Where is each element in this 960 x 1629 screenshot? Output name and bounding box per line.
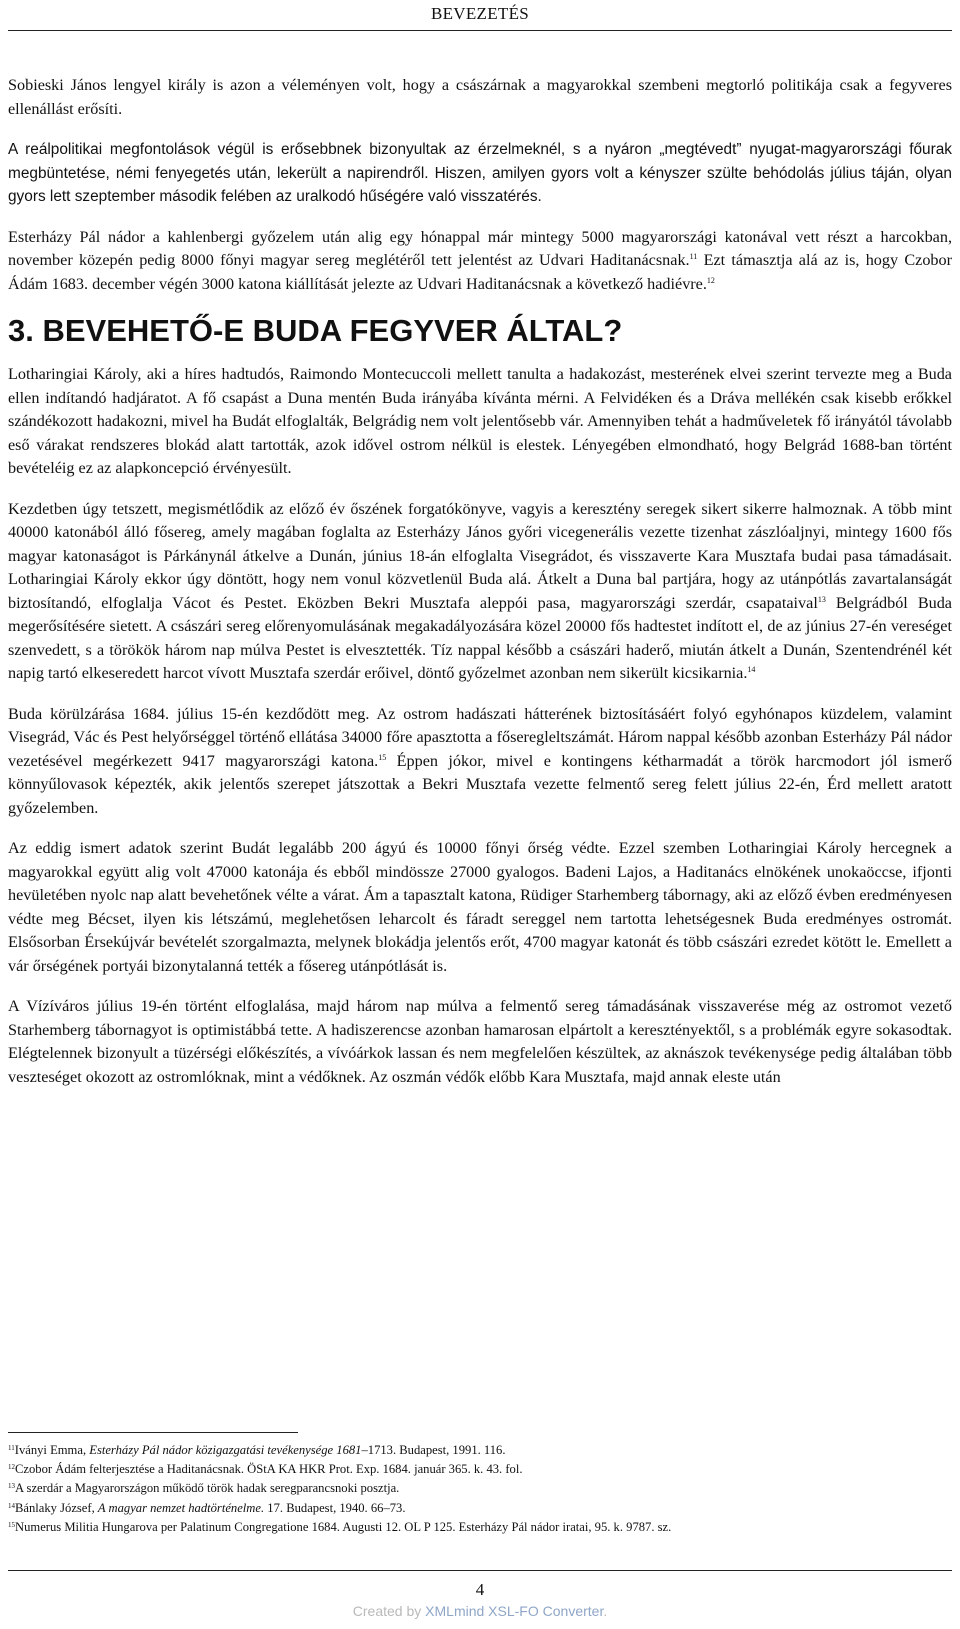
footer-separator	[8, 1570, 952, 1571]
paragraph-3	[8, 226, 952, 297]
section-heading: 3. BEVEHETŐ-E BUDA FEGYVER ÁLTAL?	[8, 313, 623, 348]
footnote-text: 17. Budapest, 1940. 66–73.	[264, 1500, 406, 1515]
footnote-ref-15[interactable]: 15	[378, 752, 387, 762]
generator-prefix: Created by	[352, 1603, 426, 1619]
footnote-number: 13	[8, 1482, 15, 1491]
paragraph-5	[8, 498, 952, 686]
footnote-number: 15	[8, 1520, 15, 1529]
paragraph-4: Lotharingiai Károly, aki a híres hadtudós, Raimondo Montecuccoli mellett tanulta a hadakozást, mesterének elvei szerint tervezte meg a Buda ellen indítandó hadjáratot. A fő csapást a Duna mentén Buda irányába kívánta mérni. A Felvidéken és a Dráva mellékén csak kisebb erőkkel szándékozott hadakozni, mivel ha Budát elfoglalták, Belgrádig nem volt jelentősebb vár. Amennyiben tehát a hadműveletek fő irányától távolabb eső várakat rendszeres blokád alatt tartották, azok idővel ostrom nélkül is elestek. Lényegében elmondható, hogy Belgrád 1688-ban történt bevételéig ez az alapkoncepció érvényesült.	[8, 365, 952, 477]
footnote-13	[8, 1479, 952, 1498]
paragraph-3-text-a: Esterházy Pál nádor a kahlenbergi győzelem után alig egy hónappal már mintegy 5000 magyarországi katonával vett részt a harcokban, november közepén pedig 8000 főnyi magyar sereg meglétéről tett jelentést az Udvari Haditanácsnak.	[8, 227, 952, 269]
footnote-12	[8, 1460, 952, 1479]
footnote-number: 11	[8, 1444, 15, 1452]
footnote-ref-12[interactable]: 12	[706, 275, 715, 285]
footnote-14	[8, 1499, 952, 1518]
paragraph-3-text-b: Ezt támasztja alá az is, hogy Czobor Ádám 1683. december végén 3000 katona kiállítását jelezte az Udvari Haditanácsnak a következő hadiévre.	[8, 251, 952, 293]
footnote-text: A szerdár a Magyarországon működő török hadak seregparancsnoki posztja.	[15, 1481, 400, 1496]
footnote-text: Numerus Militia Hungarova per Palatinum Congregatione 1684. Augusti 12. OL P 125. Esterházy Pál nádor iratai, 95. k. 9787. sz.	[15, 1519, 672, 1534]
generator-suffix: .	[603, 1603, 608, 1619]
footnote-number: 14	[8, 1501, 15, 1510]
footnote-text: Iványi Emma,	[14, 1443, 90, 1457]
paragraph-6	[8, 703, 952, 821]
footnote-separator	[8, 1432, 298, 1433]
footnote-text: Bánlaky József,	[15, 1500, 98, 1515]
page-number: 4	[475, 1580, 485, 1599]
footnote-ref-13[interactable]: 13	[817, 594, 826, 604]
paragraph-6-text-c: Éppen jókor, mivel e kontingens kétharmadát a török harcmodort jól ismerő könnyűlovasok képezték, akik jelentős szerepet játszottak a Bekri Musztafa vezette felmentő sereg felett július 22-én, Érd mellett aratott győzelemben.	[8, 751, 952, 817]
paragraph-1: Sobieski János lengyel király is azon a véleményen volt, hogy a császárnak a magyarokkal szembeni megtorló politikája csak a fegyveres ellenállást erősíti.	[8, 76, 952, 118]
footnote-text: 1713. Budapest, 1991. 116.	[367, 1443, 506, 1457]
footnote-ref-11[interactable]: 11	[689, 252, 698, 261]
footnote-15	[8, 1518, 952, 1537]
footnote-title: A magyar nemzet hadtörténelme.	[97, 1500, 265, 1515]
paragraph-7: Az eddig ismert adatok szerint Budát legalább 200 ágyú és 10000 főnyi őrség védte. Ezzel szemben Lotharingiai Károly hercegnek a magyarokkal együtt alig volt 47000 katonája és ebből mindössze 27000 gyalogos. Badeni Lajos, a Haditanács elnökének unokaöccse, ifjonti hevületében nyolc nap alatt bevehetőnek vélte a várat. Ám a tapasztalt katona, Rüdiger Starhemberg tábornagy, aki az előző évben eredményesen védte meg Bécset, ilyen kis létszámú, meglehetősen leharcolt és fáradt sereggel nem tartotta lehetségesnek Buda eredményes ostromát. Elsősorban Érsekújvár bevételét szorgalmazta, melynek blokádja jelentős erőt, 4700 magyar katonát és több császári ezredet kötött le. Emellett a vár őrségének portyái bizonytalanná tették a fősereg utánpótlását is.	[8, 839, 952, 975]
page-body	[8, 74, 952, 1106]
paragraph-5-text-a: Kezdetben úgy tetszett, megismétlődik az előző év őszének forgatókönyve, vagyis a keresztény seregek sikert sikerre halmoznak. A több mint 40000 katonából álló fősereg, amely magában foglalta az Esterházy János győri vicegenerális vezette tizenhat zászlóaljnyi, mintegy 1600 fős magyar katonaságot is Párkánynál átkelve a Dunán, június 18-án elfoglalta Visegrádot, és visszaverte Kara Musztafa budai pasa támadásait. Lotharingiai Károly ekkor úgy döntött, hogy nem vonul közvetlenül Buda alá. Átkelt a Duna bal partjára, hogy az utánpótlás zavartalanságát biztosítandó, elfoglalja Vácot és Pestet. Eközben Bekri Musztafa aleppói pasa, magyarországi szerdár, csapataival	[8, 499, 952, 612]
footnote-text: Czobor Ádám felterjesztése a Haditanácsnak. ÖStA KA HKR Prot. Exp. 1684. január 365. k. 43. fol.	[15, 1462, 523, 1477]
generator-brand: XMLmind XSL-FO Converter	[425, 1603, 604, 1619]
footnote-title: Esterházy Pál nádor közigazgatási tevékenysége 1681–	[89, 1443, 368, 1457]
footnote-11	[8, 1441, 952, 1460]
footnote-number: 12	[8, 1463, 15, 1472]
running-header: BEVEZETÉS	[8, 4, 952, 31]
generator-credit	[0, 1603, 960, 1619]
paragraph-6-text-a: Buda körülzárása 1684. július 15-én kezdődött meg. Az ostrom hadászati hátterének biztosításáért folyó egyhónapos küzdelem, valamint Visegrád, Vác és Pest helyőrséggel történő ellátása 34000 főre apasztotta a főseregleltszámát.	[8, 704, 952, 746]
footnote-ref-14[interactable]: 14	[747, 665, 756, 674]
paragraph-5-text-b: Belgrádból Buda megerősítésére sietett. A császári sereg előrenyomulásának megakadályozására közel 20000 fős hadtestet indított el, de az június 27-én vereséget szenvedett, s a törökök három nap múlva Pestet is elvesztették. Tíz nappal később a császári haderő, miután átkelt a Dunán, Szentendrénél két napig tartó elkeseredett harcot vívott Musztafa szerdár erőivel, döntő győzelmet azonban nem sikerült kicsikarnia.	[8, 593, 952, 682]
paragraph-2: A reálpolitikai megfontolások végül is erősebbnek bizonyultak az érzelmeknél, s a nyáron „megtévedt” nyugat-magyarországi főurak megbüntetése, némi fenyegetés után, lekerült a napirendről. Hiszen, amilyen gyors volt a kényszer szülte behódolás július táján, olyan gyors lett szeptember második felében az uralkodó hűségére való visszatérés.	[8, 141, 952, 205]
footnotes	[8, 1441, 952, 1537]
paragraph-6-text-b: Három nappal később azonban Esterházy Pál nádor vezetésével megérkezett 9417 magyarországi katona.	[8, 728, 952, 770]
paragraph-8: A Vízíváros július 19-én történt elfoglalása, majd három nap múlva a felmentő sereg támadásának visszaverése még az ostromot vezető Starhemberg tábornagyot is optimistábbá tette. A hadiszerencse azonban hamarosan elpártolt a keresztényektől, s a problémák egyre sokasodtak. Elégtelennek bizonyult a tüzérségi előkészítés, a vívóárkok lassan és nem megfelelően készültek, az aknászok tevékenysége pedig általában több veszteséget okozott az ostromlóknak, mint a védőknek. Az oszmán védők előbb Kara Musztafa, majd annak eleste után	[8, 997, 952, 1086]
